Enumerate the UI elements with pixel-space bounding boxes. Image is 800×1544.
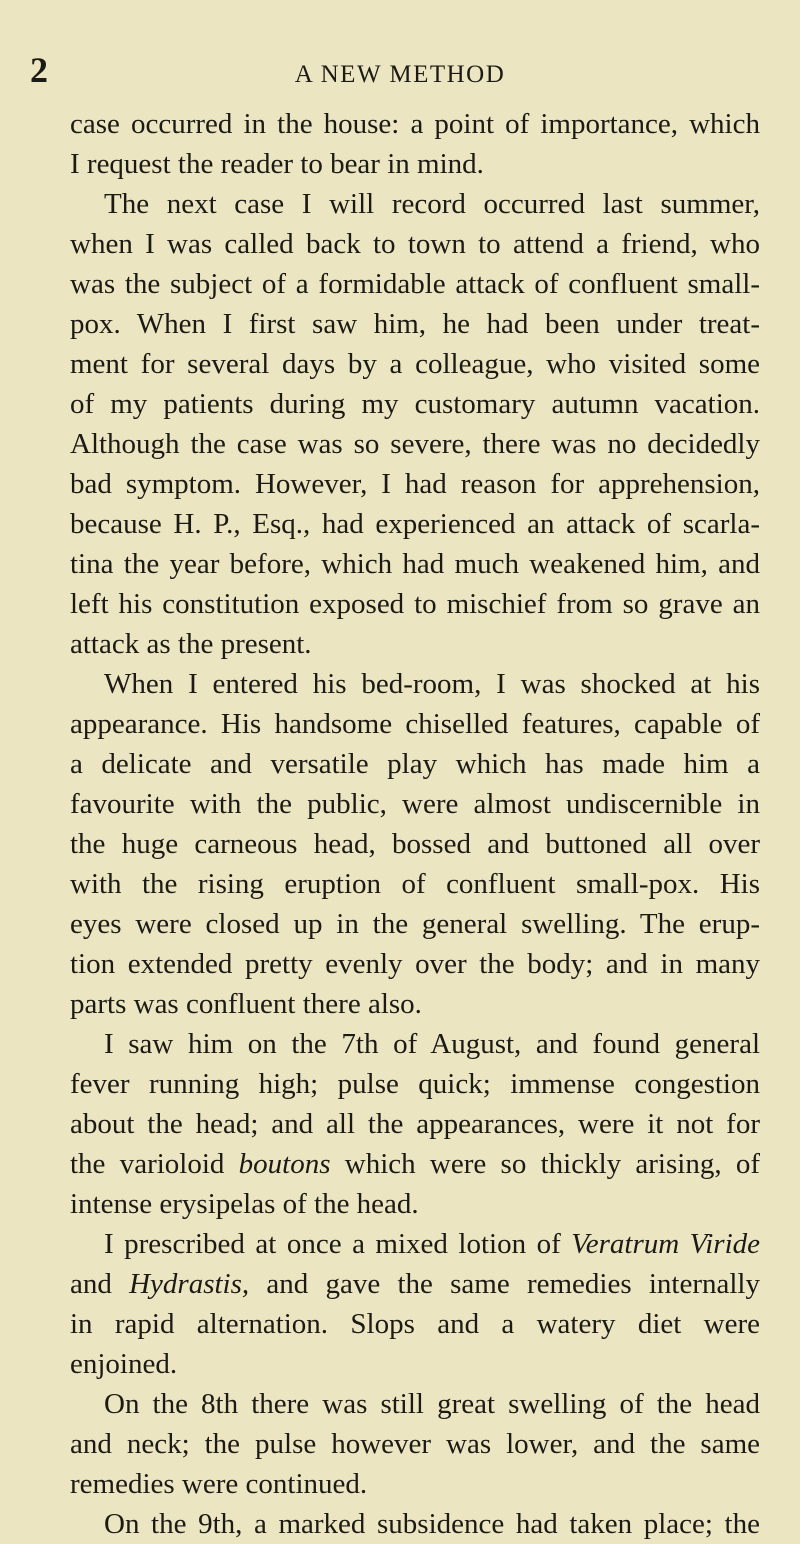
italic-term: Veratrum Viride bbox=[571, 1228, 760, 1260]
line-text: I prescribed at once a mixed lotion of bbox=[104, 1228, 561, 1260]
line-text: parts was confluent there also. bbox=[70, 988, 422, 1020]
text-line bbox=[70, 1224, 760, 1264]
text-line bbox=[70, 544, 760, 584]
line-text: Although the case was so severe, there was no decidedly bbox=[70, 428, 760, 460]
line-text: pox. When I first saw him, he had been under treat- bbox=[70, 308, 760, 340]
line-text: attack as the present. bbox=[70, 628, 312, 660]
text-line bbox=[70, 704, 760, 744]
text-line bbox=[70, 104, 760, 144]
line-text: and bbox=[70, 1268, 112, 1300]
text-line bbox=[70, 1144, 760, 1184]
text-line bbox=[70, 1264, 760, 1304]
text-line bbox=[70, 1304, 760, 1344]
text-line bbox=[70, 424, 760, 464]
line-text: The next case I will record occurred last summer, bbox=[104, 188, 760, 220]
line-text: remedies were continued. bbox=[70, 1468, 368, 1500]
line-text: eyes were closed up in the general swelling. The erup- bbox=[70, 908, 760, 940]
line-text: I request the reader to bear in mind. bbox=[70, 148, 484, 180]
text-line bbox=[70, 1464, 760, 1504]
text-line bbox=[70, 1064, 760, 1104]
text-line bbox=[70, 584, 760, 624]
text-line bbox=[70, 464, 760, 504]
line-text-after: which were so thickly arising, of bbox=[330, 1148, 760, 1180]
italic-term: Hydrastis, bbox=[129, 1268, 250, 1300]
line-text: I saw him on the 7th of August, and found general bbox=[104, 1028, 760, 1060]
text-line bbox=[70, 864, 760, 904]
line-text: a delicate and versatile play which has made him a bbox=[70, 748, 760, 780]
line-text: the varioloid bbox=[70, 1148, 225, 1180]
line-text: tina the year before, which had much weakened him, and bbox=[70, 548, 760, 580]
text-line bbox=[70, 984, 760, 1024]
line-text: with the rising eruption of confluent small-pox. His bbox=[70, 868, 760, 900]
line-text: favourite with the public, were almost undiscernible in bbox=[70, 788, 760, 820]
text-line bbox=[70, 224, 760, 264]
text-line bbox=[70, 944, 760, 984]
text-line bbox=[70, 264, 760, 304]
line-text: appearance. His handsome chiselled features, capable of bbox=[70, 708, 760, 740]
line-text: ment for several days by a colleague, who visited some bbox=[70, 348, 760, 380]
line-text-after: and gave the same remedies internally bbox=[249, 1268, 760, 1300]
text-line bbox=[70, 624, 760, 664]
line-text: and neck; the pulse however was lower, and the same bbox=[70, 1428, 760, 1460]
line-text: enjoined. bbox=[70, 1348, 178, 1380]
line-text: of my patients during my customary autumn vacation. bbox=[70, 388, 760, 420]
text-line bbox=[70, 1104, 760, 1144]
italic-term: boutons bbox=[238, 1148, 331, 1180]
line-text: because H. P., Esq., had experienced an attack of scarla- bbox=[70, 508, 760, 540]
text-line bbox=[70, 1024, 760, 1064]
text-line bbox=[70, 824, 760, 864]
text-line bbox=[70, 664, 760, 704]
text-line bbox=[70, 144, 760, 184]
line-text: the huge carneous head, bossed and buttoned all over bbox=[70, 828, 760, 860]
text-line bbox=[70, 184, 760, 224]
text-line bbox=[70, 1184, 760, 1224]
text-line bbox=[70, 904, 760, 944]
line-text: On the 8th there was still great swelling of the head bbox=[104, 1388, 760, 1420]
line-text: tion extended pretty evenly over the body; and in many bbox=[70, 948, 760, 980]
line-text: left his constitution exposed to mischief from so grave an bbox=[70, 588, 760, 620]
line-text: case occurred in the house: a point of importance, which bbox=[70, 108, 760, 140]
text-line bbox=[70, 344, 760, 384]
line-text: about the head; and all the appearances, were it not for bbox=[70, 1108, 760, 1140]
text-line bbox=[70, 1424, 760, 1464]
line-text: intense erysipelas of the head. bbox=[70, 1188, 419, 1220]
page-number: 2 bbox=[30, 50, 48, 90]
line-text: fever running high; pulse quick; immense congestion bbox=[70, 1068, 760, 1100]
line-text: When I entered his bed-room, I was shocked at his bbox=[104, 668, 760, 700]
text-line bbox=[70, 504, 760, 544]
line-text: bad symptom. However, I had reason for apprehension, bbox=[70, 468, 760, 500]
line-text: was the subject of a formidable attack of confluent small- bbox=[70, 268, 760, 300]
text-line bbox=[70, 304, 760, 344]
text-line bbox=[70, 1384, 760, 1424]
text-line bbox=[70, 384, 760, 424]
body-text bbox=[70, 104, 760, 1544]
text-line bbox=[70, 1344, 760, 1384]
running-head: A NEW METHOD bbox=[294, 61, 506, 88]
line-text: On the 9th, a marked subsidence had taken place; the bbox=[104, 1508, 760, 1540]
text-line bbox=[70, 744, 760, 784]
line-text: in rapid alternation. Slops and a watery diet were bbox=[70, 1308, 760, 1340]
line-text: when I was called back to town to attend a friend, who bbox=[70, 228, 760, 260]
text-line bbox=[70, 784, 760, 824]
text-line bbox=[70, 1504, 760, 1544]
